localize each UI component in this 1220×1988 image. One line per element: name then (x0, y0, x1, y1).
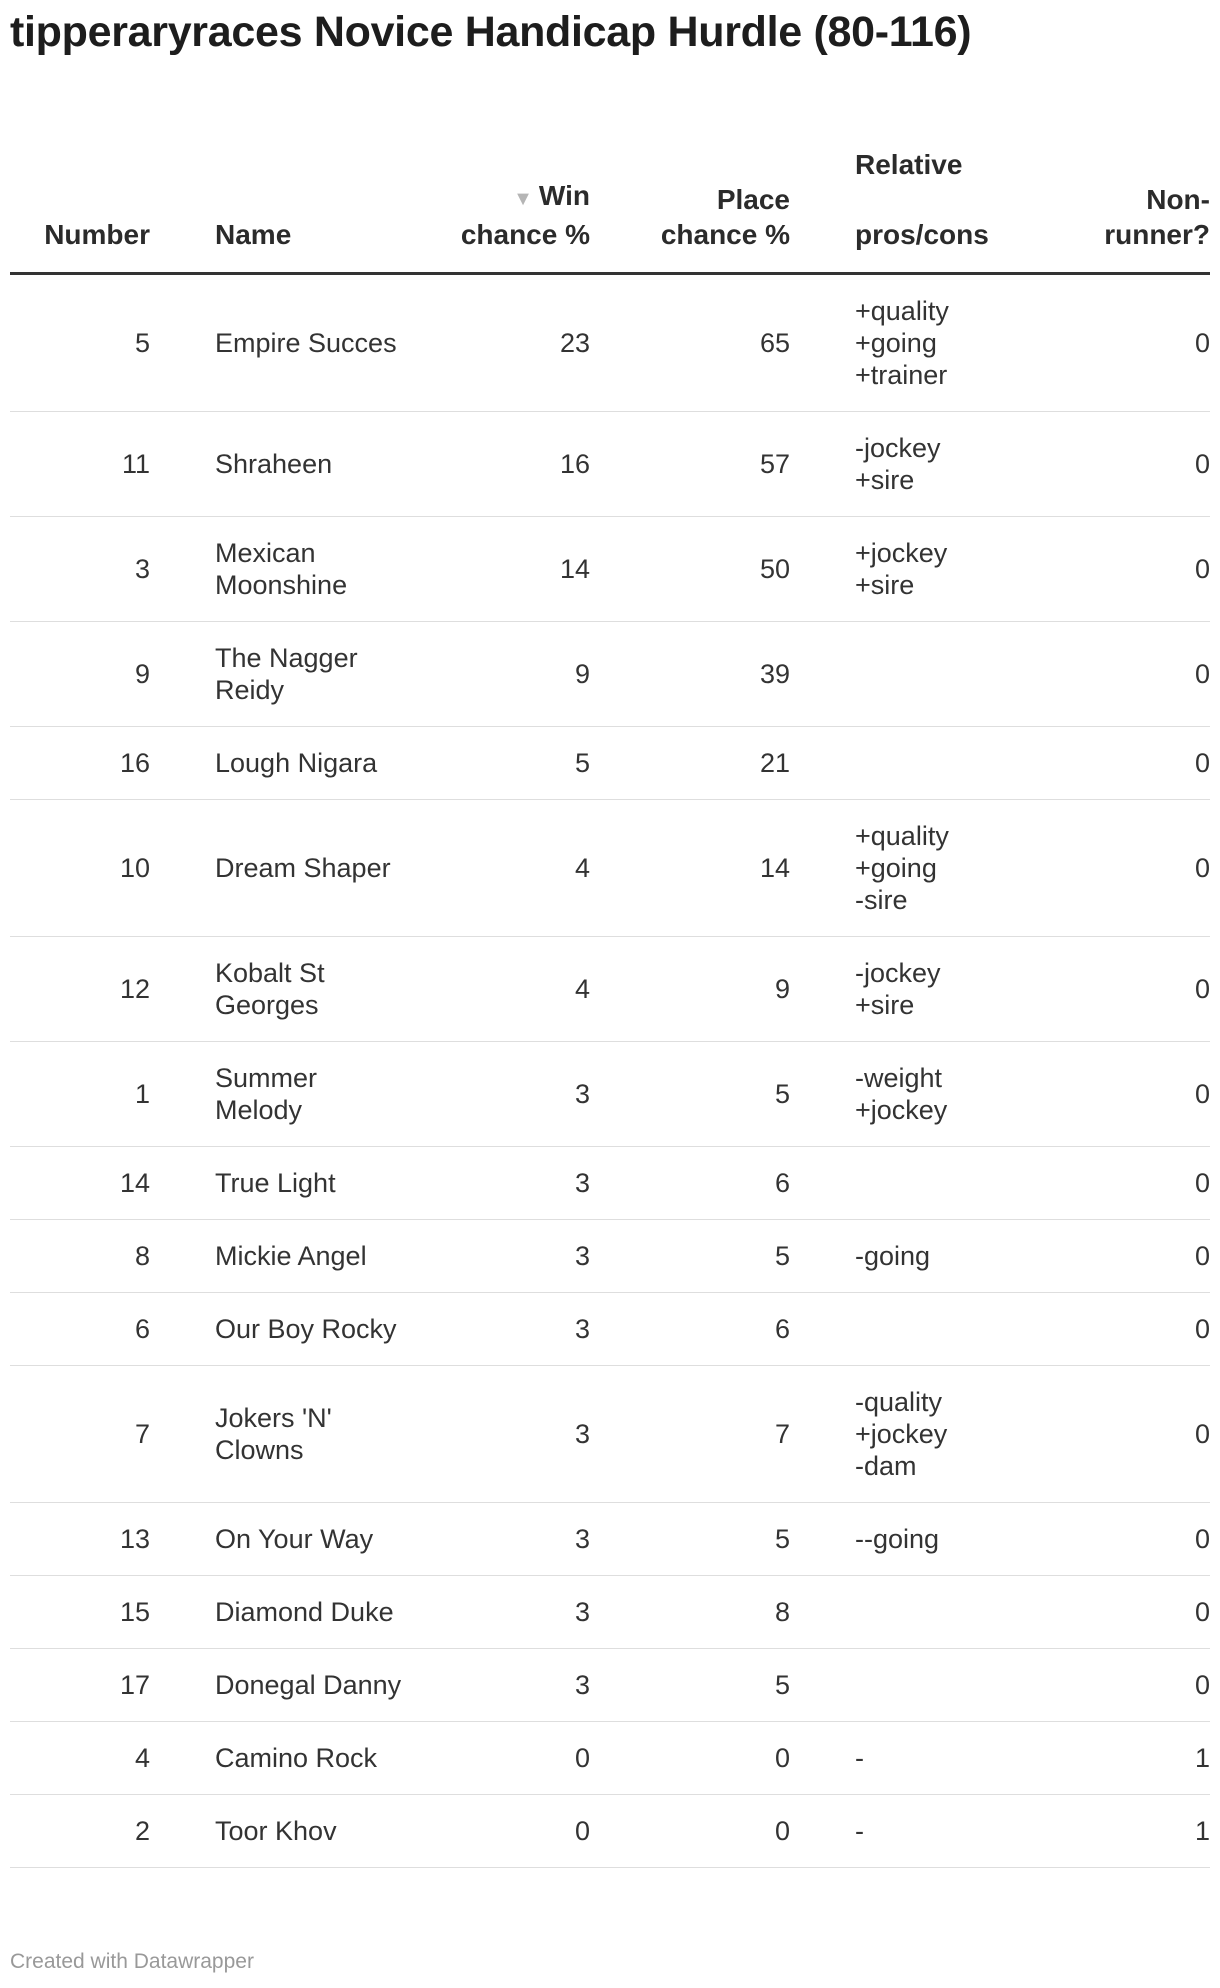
cell-place-chance: 21 (590, 727, 790, 800)
cell-name: Mexican Moonshine (150, 517, 410, 622)
table-row (10, 1722, 1210, 1795)
cell-place-chance: 9 (590, 937, 790, 1042)
cell-place-chance: 5 (590, 1649, 790, 1722)
cell-name: Camino Rock (150, 1722, 410, 1795)
cell-place-chance: 0 (590, 1795, 790, 1868)
cell-non-runner: 0 (1080, 517, 1210, 622)
cell-number: 3 (10, 517, 150, 622)
header-pros-line-2: pros/cons (855, 219, 989, 250)
cell-place-chance: 7 (590, 1366, 790, 1503)
header-name-line-1: Name (215, 219, 292, 250)
cell-win-chance: 3 (410, 1147, 590, 1220)
cell-non-runner: 0 (1080, 727, 1210, 800)
cell-place-chance: 50 (590, 517, 790, 622)
cell-name: Our Boy Rocky (150, 1293, 410, 1366)
header-number[interactable] (10, 112, 150, 274)
cell-win-chance: 0 (410, 1722, 590, 1795)
header-place-chance[interactable] (590, 112, 790, 274)
cell-non-runner: 0 (1080, 1649, 1210, 1722)
header-nr-line-1: Non- (1146, 184, 1210, 215)
cell-pros-cons: -weight +jockey (790, 1042, 1080, 1147)
cell-name: Dream Shaper (150, 800, 410, 937)
cell-name: Diamond Duke (150, 1576, 410, 1649)
cell-place-chance: 0 (590, 1722, 790, 1795)
header-name[interactable] (150, 112, 410, 274)
cell-pros-cons: -jockey +sire (790, 412, 1080, 517)
table-row (10, 1576, 1210, 1649)
cell-win-chance: 3 (410, 1576, 590, 1649)
header-nr-line-2: runner? (1104, 219, 1210, 250)
cell-non-runner: 0 (1080, 1220, 1210, 1293)
credit-text: Created with Datawrapper (10, 1950, 254, 1973)
chart-title: tipperaryraces Novice Handicap Hurdle (80-116) (10, 8, 972, 56)
cell-name: Kobalt St Georges (150, 937, 410, 1042)
cell-place-chance: 57 (590, 412, 790, 517)
cell-non-runner: 0 (1080, 800, 1210, 937)
cell-win-chance: 3 (410, 1366, 590, 1503)
cell-name: Empire Succes (150, 274, 410, 412)
data-table (10, 112, 1210, 1868)
cell-number: 10 (10, 800, 150, 937)
cell-win-chance: 0 (410, 1795, 590, 1868)
cell-win-chance: 3 (410, 1220, 590, 1293)
header-win-line-1: Win (538, 180, 590, 211)
cell-place-chance: 14 (590, 800, 790, 937)
cell-non-runner: 0 (1080, 274, 1210, 412)
cell-pros-cons (790, 1576, 1080, 1649)
cell-number: 14 (10, 1147, 150, 1220)
cell-win-chance: 3 (410, 1042, 590, 1147)
table-row (10, 517, 1210, 622)
cell-non-runner: 1 (1080, 1795, 1210, 1868)
header-non-runner[interactable] (1080, 112, 1210, 274)
table-row (10, 1147, 1210, 1220)
cell-non-runner: 0 (1080, 1576, 1210, 1649)
cell-number: 11 (10, 412, 150, 517)
cell-pros-cons (790, 1293, 1080, 1366)
cell-number: 12 (10, 937, 150, 1042)
cell-win-chance: 3 (410, 1293, 590, 1366)
cell-name: Jokers 'N' Clowns (150, 1366, 410, 1503)
cell-pros-cons (790, 622, 1080, 727)
cell-pros-cons: +jockey +sire (790, 517, 1080, 622)
cell-win-chance: 14 (410, 517, 590, 622)
cell-pros-cons: +quality +going -sire (790, 800, 1080, 937)
cell-name: Toor Khov (150, 1795, 410, 1868)
cell-pros-cons: - (790, 1722, 1080, 1795)
cell-pros-cons: +quality +going +trainer (790, 274, 1080, 412)
sort-descending-icon: ▼ (513, 188, 533, 210)
cell-win-chance: 9 (410, 622, 590, 727)
cell-place-chance: 6 (590, 1293, 790, 1366)
cell-non-runner: 0 (1080, 1293, 1210, 1366)
cell-number: 15 (10, 1576, 150, 1649)
table-row (10, 937, 1210, 1042)
table-row (10, 412, 1210, 517)
cell-non-runner: 0 (1080, 412, 1210, 517)
cell-win-chance: 4 (410, 800, 590, 937)
cell-number: 16 (10, 727, 150, 800)
cell-pros-cons: --going (790, 1503, 1080, 1576)
header-row (10, 112, 1210, 274)
cell-name: On Your Way (150, 1503, 410, 1576)
header-win-line-2: chance % (460, 219, 590, 250)
table-row (10, 1293, 1210, 1366)
cell-win-chance: 23 (410, 274, 590, 412)
cell-place-chance: 5 (590, 1503, 790, 1576)
cell-number: 17 (10, 1649, 150, 1722)
cell-win-chance: 4 (410, 937, 590, 1042)
cell-place-chance: 6 (590, 1147, 790, 1220)
cell-number: 7 (10, 1366, 150, 1503)
cell-pros-cons: -going (790, 1220, 1080, 1293)
cell-non-runner: 1 (1080, 1722, 1210, 1795)
table-row (10, 1503, 1210, 1576)
cell-number: 2 (10, 1795, 150, 1868)
cell-name: Donegal Danny (150, 1649, 410, 1722)
cell-win-chance: 3 (410, 1503, 590, 1576)
cell-name: Summer Melody (150, 1042, 410, 1147)
cell-non-runner: 0 (1080, 1366, 1210, 1503)
cell-number: 8 (10, 1220, 150, 1293)
cell-name: Mickie Angel (150, 1220, 410, 1293)
cell-win-chance: 16 (410, 412, 590, 517)
cell-number: 13 (10, 1503, 150, 1576)
cell-win-chance: 5 (410, 727, 590, 800)
cell-number: 1 (10, 1042, 150, 1147)
cell-place-chance: 5 (590, 1220, 790, 1293)
cell-number: 5 (10, 274, 150, 412)
table-row (10, 1795, 1210, 1868)
cell-name: Shraheen (150, 412, 410, 517)
table-row (10, 1366, 1210, 1503)
cell-pros-cons (790, 1147, 1080, 1220)
cell-pros-cons (790, 727, 1080, 800)
header-pros-cons[interactable] (790, 112, 1080, 274)
cell-pros-cons: - (790, 1795, 1080, 1868)
cell-place-chance: 8 (590, 1576, 790, 1649)
cell-name: True Light (150, 1147, 410, 1220)
header-place-line-1: Place (716, 184, 790, 215)
table-row (10, 1220, 1210, 1293)
cell-win-chance: 3 (410, 1649, 590, 1722)
cell-non-runner: 0 (1080, 1147, 1210, 1220)
header-pros-line-1: Relative (855, 149, 963, 180)
table-body (10, 274, 1210, 1868)
cell-non-runner: 0 (1080, 1503, 1210, 1576)
cell-place-chance: 65 (590, 274, 790, 412)
cell-non-runner: 0 (1080, 937, 1210, 1042)
header-number-line-1: Number (44, 219, 150, 250)
cell-pros-cons: -quality +jockey -dam (790, 1366, 1080, 1503)
table-row (10, 800, 1210, 937)
cell-non-runner: 0 (1080, 622, 1210, 727)
cell-number: 4 (10, 1722, 150, 1795)
table-row (10, 1042, 1210, 1147)
cell-pros-cons: -jockey +sire (790, 937, 1080, 1042)
cell-place-chance: 39 (590, 622, 790, 727)
table-row (10, 622, 1210, 727)
cell-number: 9 (10, 622, 150, 727)
header-place-line-2: chance % (660, 219, 790, 250)
cell-number: 6 (10, 1293, 150, 1366)
cell-name: The Nagger Reidy (150, 622, 410, 727)
cell-place-chance: 5 (590, 1042, 790, 1147)
table-row (10, 274, 1210, 412)
header-win-chance[interactable] (410, 112, 590, 274)
table-row (10, 1649, 1210, 1722)
cell-name: Lough Nigara (150, 727, 410, 800)
table-row (10, 727, 1210, 800)
cell-pros-cons (790, 1649, 1080, 1722)
cell-non-runner: 0 (1080, 1042, 1210, 1147)
